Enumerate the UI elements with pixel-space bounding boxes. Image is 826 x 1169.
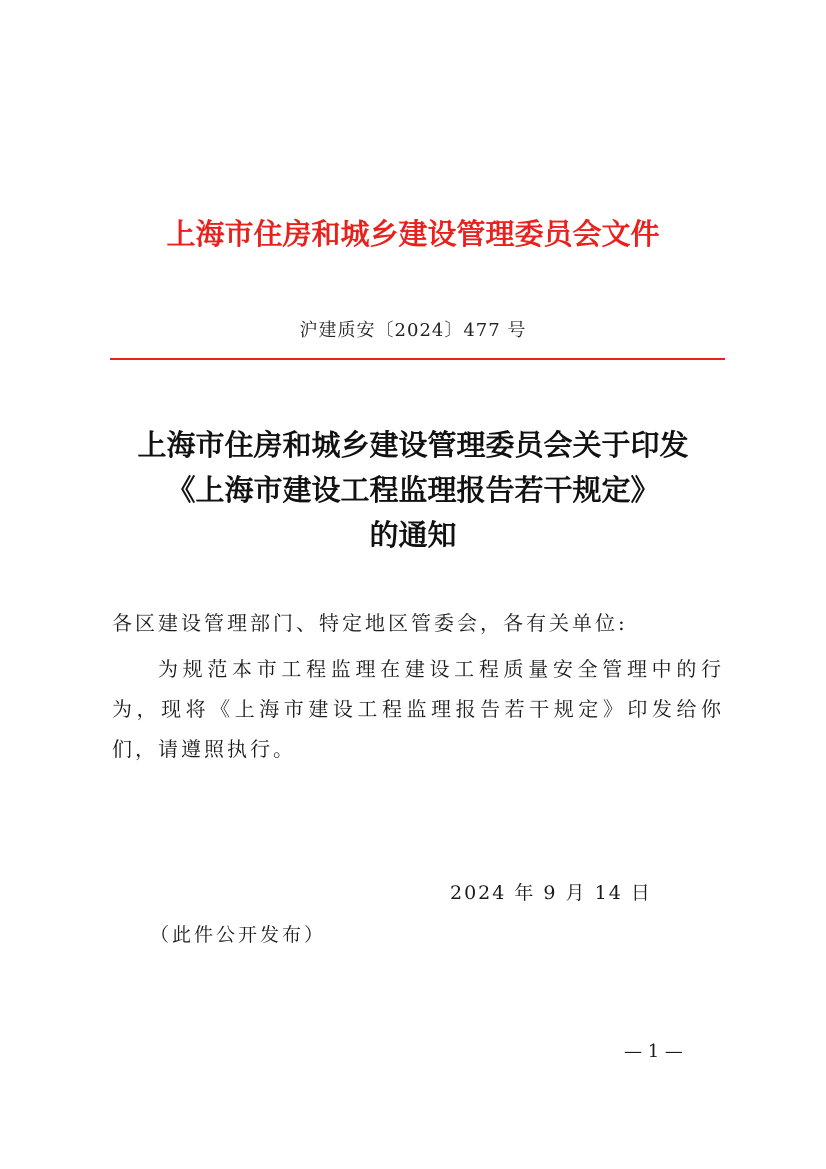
notice-title-line-2: 《上海市建设工程监理报告若干规定》 [166, 473, 660, 507]
body-paragraph: 为规范本市工程监理在建设工程质量安全管理中的行为，现将《上海市建设工程监理报告若干规定》印发给你们，请遵照执行。 [112, 657, 724, 761]
notice-title [0, 423, 826, 558]
disclosure-note: （此件公开发布） [150, 924, 327, 946]
issuer-title: 上海市住房和城乡建设管理委员会文件 [166, 217, 660, 251]
notice-title-line-1: 上海市住房和城乡建设管理委员会关于印发 [137, 428, 689, 462]
issue-date: 2024 年 9 月 14 日 [450, 882, 652, 904]
document-number: 沪建质安〔2024〕477 号 [299, 320, 527, 341]
salutation: 各区建设管理部门、特定地区管委会，各有关单位: [112, 611, 628, 635]
notice-title-line-3: 的通知 [369, 518, 457, 552]
red-separator-line [110, 358, 725, 360]
page-number: — 1 — [624, 1041, 683, 1062]
